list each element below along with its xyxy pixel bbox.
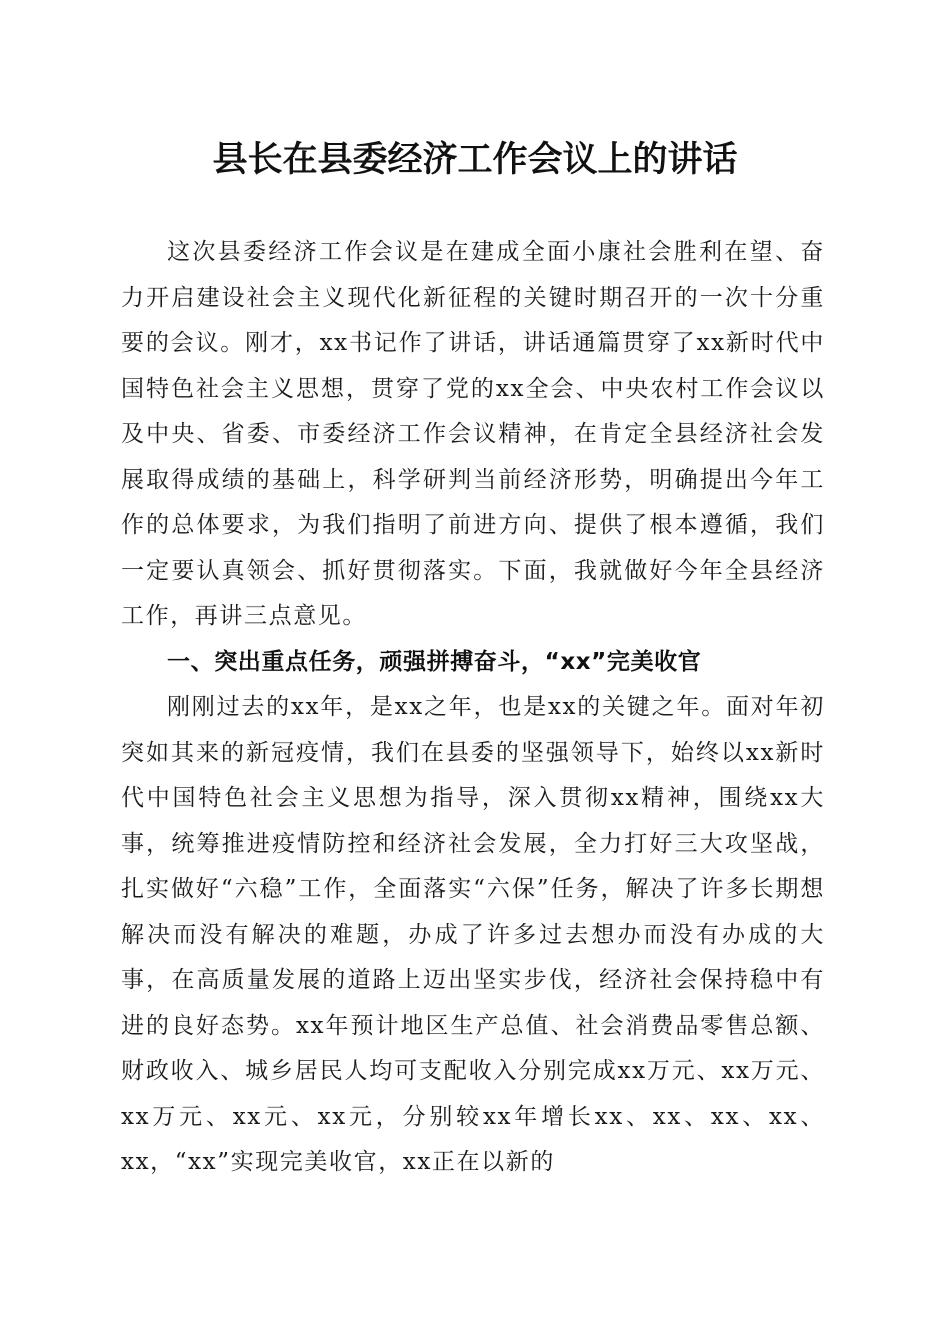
section-1-paragraph: 刚刚过去的xx年，是xx之年，也是xx的关键之年。面对年初突如其来的新冠疫情，我们在县委的坚强领导下，始终以xx新时代中国特色社会主义思想为指导，深入贯彻xx精神，围绕xx大事，统筹推进疫情防控和经济社会发展，全力打好三大攻坚战，扎实做好“六稳”工作，全面落实“六保”任务，解决了许多长期想解决而没有解决的难题，办成了许多过去想办而没有办成的大事，在高质量发展的道路上迈出坚实步伐，经济社会保持稳中有进的良好态势。xx年预计地区生产总值、社会消费品零售总额、财政收入、城乡居民人均可支配收入分别完成xx万元、xx万元、xx万元、xx元、xx元，分别较xx年增长xx、xx、xx、xx、xx，“xx”实现完美收官，xx正在以新的 <box>121 694 825 1175</box>
intro-paragraph: 这次县委经济工作会议是在建成全面小康社会胜利在望、奋力开启建设社会主义现代化新征程的关键时期召开的一次十分重要的会议。刚才，xx书记作了讲话，讲话通篇贯穿了xx新时代中国特色社会主义思想，贯穿了党的xx全会、中央农村工作会议以及中央、省委、市委经济工作会议精神，在肯定全县经济社会发展取得成绩的基础上，科学研判当前经济形势，明确提出今年工作的总体要求，为我们指明了前进方向、提供了根本遵循，我们一定要认真领会、抓好贯彻落实。下面，我就做好今年全县经济工作，再讲三点意见。 <box>121 239 825 629</box>
document-title: 县长在县委经济工作会议上的讲话 <box>212 139 738 180</box>
section-heading-1: 一、突出重点任务，顽强拼搏奋斗，“xx”完美收官 <box>167 648 702 675</box>
document-body <box>121 230 825 1186</box>
